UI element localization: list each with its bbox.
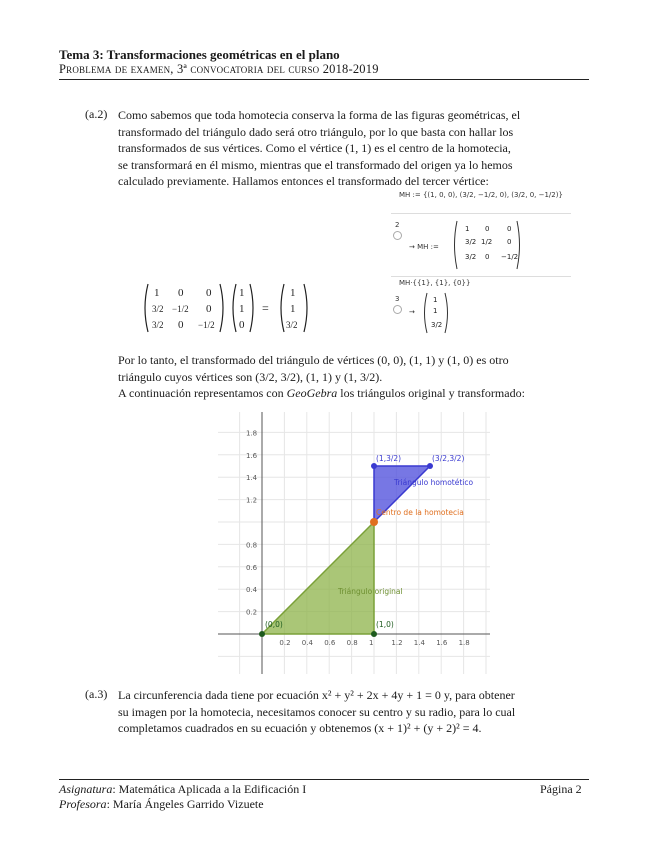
x-tick-label: 1.2 xyxy=(391,639,403,647)
svg-text:3/2: 3/2 xyxy=(431,321,443,329)
conclusion-text xyxy=(118,352,588,402)
y-tick-label: 0.6 xyxy=(246,563,258,572)
svg-text:1: 1 xyxy=(290,287,296,299)
svg-text:0: 0 xyxy=(178,319,184,331)
svg-text:1: 1 xyxy=(154,287,160,299)
a2-line: calculado previamente. Hallamos entonces el transformado del tercer vértice: xyxy=(118,174,489,188)
cas-row-output: → xyxy=(409,308,415,316)
y-tick-label: 1.4 xyxy=(246,474,258,483)
svg-text:0: 0 xyxy=(206,287,212,299)
section-a2-text xyxy=(118,107,588,190)
svg-text:1: 1 xyxy=(433,296,438,304)
section-a3-text xyxy=(118,687,588,737)
svg-text:=: = xyxy=(262,301,269,315)
section-a3-label: (a.3) xyxy=(85,687,108,701)
svg-text:1/2: 1/2 xyxy=(481,238,493,246)
original-triangle-label: Triángulo original xyxy=(338,587,403,596)
a2-line: transformados de sus vértices. Como el vértice (1, 1) es el centro de la homotecia, xyxy=(118,141,511,155)
y-tick-label: 1.6 xyxy=(246,451,258,460)
header-rule xyxy=(59,79,589,80)
svg-text:1: 1 xyxy=(465,225,470,233)
conclusion-line: triángulo cuyos vértices son (3/2, 3/2), (1, 1) y (1, 3/2). xyxy=(118,369,383,384)
cas-row-output: → MH := xyxy=(409,243,439,251)
svg-text:0: 0 xyxy=(507,225,512,233)
y-tick-label: 1.8 xyxy=(246,429,258,438)
svg-text:−1/2: −1/2 xyxy=(198,320,215,330)
svg-text:1: 1 xyxy=(239,287,245,299)
svg-text:3/2: 3/2 xyxy=(286,320,298,330)
homothetic-triangle-label: Triángulo homotético xyxy=(394,478,474,487)
footer-subject: Asignatura: Matemática Aplicada a la Edificación I xyxy=(59,782,307,796)
svg-text:0: 0 xyxy=(239,319,245,331)
cas-row-number: 2 xyxy=(395,221,400,229)
cas-vector-output xyxy=(421,291,451,335)
cas-row-product: MH·{{1}, {1}, {0}} xyxy=(399,279,471,287)
svg-text:−1/2: −1/2 xyxy=(172,304,189,314)
svg-text:0: 0 xyxy=(206,303,212,315)
vertex-1-0 xyxy=(371,631,377,637)
radio-icon[interactable] xyxy=(393,305,402,314)
origin-label: (0,0) xyxy=(265,620,283,629)
x-tick-label: 0.6 xyxy=(324,639,336,647)
a3-line: La circunferencia dada tiene por ecuación x² + y² + 2x + 4y + 1 = 0 y, para obtener xyxy=(118,688,515,702)
a3-line: completamos cuadrados en su ecuación y obtenemos (x + 1)² + (y + 2)² = 4. xyxy=(118,721,482,735)
section-a2-label: (a.2) xyxy=(85,107,108,121)
p32-32-label: (3/2,3/2) xyxy=(432,454,465,463)
x-tick-label: 1.4 xyxy=(413,639,425,647)
svg-text:0: 0 xyxy=(485,225,490,233)
p1-32-label: (1,3/2) xyxy=(376,454,402,463)
svg-text:3/2: 3/2 xyxy=(152,304,164,314)
footer-rule xyxy=(59,779,589,780)
geogebra-graph xyxy=(218,412,490,674)
page-header-title: Tema 3: Transformaciones geométricas en el plano xyxy=(59,47,340,62)
x-tick-label: 0.4 xyxy=(301,639,313,647)
x-tick-label: 1 xyxy=(369,639,374,647)
vertex-1-32 xyxy=(371,463,377,469)
matrix-equation xyxy=(140,282,340,334)
svg-text:3/2: 3/2 xyxy=(465,238,477,246)
y-tick-label: 0.8 xyxy=(246,541,258,550)
a3-line: su imagen por la homotecia, necesitamos conocer su centro y su radio, para lo cual xyxy=(118,704,516,719)
cas-matrix-output xyxy=(451,219,523,271)
cas-row-definition: MH := {(1, 0, 0), (3/2, −1/2, 0), (3/2, 0, −1/2)} xyxy=(399,191,563,199)
conclusion-line: A continuación representamos con GeoGebra los triángulos original y transformado: xyxy=(118,386,525,400)
y-tick-label: 1.2 xyxy=(246,496,258,505)
y-tick-label: 0.4 xyxy=(246,586,258,595)
p10-label: (1,0) xyxy=(376,620,394,629)
svg-text:3/2: 3/2 xyxy=(465,253,477,261)
svg-text:3/2: 3/2 xyxy=(152,320,164,330)
x-tick-label: 1.8 xyxy=(458,639,470,647)
svg-text:1: 1 xyxy=(239,303,245,315)
a2-line: Como sabemos que toda homotecia conserva la forma de las figuras geométricas, el xyxy=(118,108,521,122)
svg-text:1: 1 xyxy=(290,303,296,315)
x-tick-label: 1.6 xyxy=(436,639,448,647)
x-tick-label: 0.2 xyxy=(279,639,291,647)
svg-text:0: 0 xyxy=(507,238,512,246)
svg-text:0: 0 xyxy=(485,253,490,261)
geogebra-cas-panel xyxy=(391,191,571,336)
svg-text:0: 0 xyxy=(178,287,184,299)
x-tick-label: 0.8 xyxy=(346,639,358,647)
conclusion-line: Por lo tanto, el transformado del triángulo de vértices (0, 0), (1, 1) y (1, 0) es otro xyxy=(118,353,509,367)
radio-icon[interactable] xyxy=(393,231,402,240)
page-header-subtitle: Problema de examen, 3ª convocatoria del curso 2018-2019 xyxy=(59,62,379,76)
footer-page-number: Página 2 xyxy=(540,782,582,796)
vertex-origin xyxy=(259,631,265,637)
vertex-32-32 xyxy=(427,463,433,469)
a2-line: transformado del triángulo dado será otro triángulo, por lo que basta con hallar los xyxy=(118,124,514,139)
footer-teacher: Profesora: María Ángeles Garrido Vizuete xyxy=(59,797,264,811)
a2-line: se transformará en él mismo, mientras que el transformado del origen ya lo hemos xyxy=(118,157,513,172)
center-label: Centro de la homotecia xyxy=(376,508,464,517)
svg-text:1: 1 xyxy=(433,307,438,315)
cas-row-number: 3 xyxy=(395,295,400,303)
center-point xyxy=(370,518,378,526)
svg-text:−1/2: −1/2 xyxy=(501,253,519,261)
y-tick-label: 0.2 xyxy=(246,608,258,617)
